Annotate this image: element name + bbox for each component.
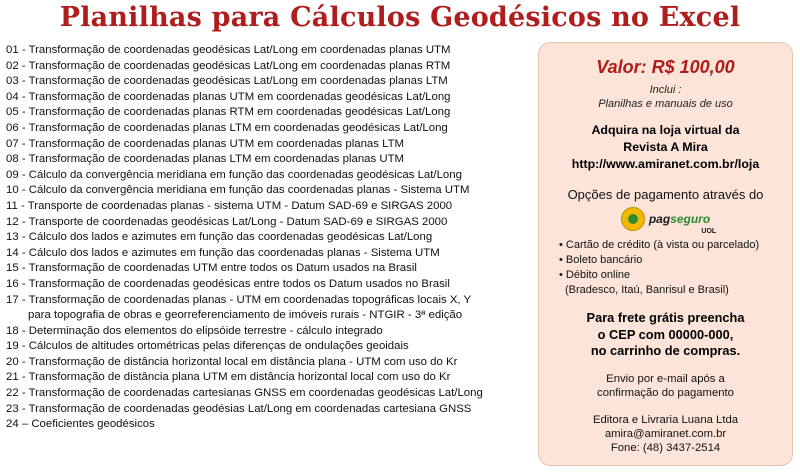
list-item: 13 - Cálculo dos lados e azimutes em função das coordenadas geodésicas Lat/Long — [6, 231, 433, 244]
payment-method: • Cartão de crédito (à vista ou parcelado) — [559, 238, 792, 253]
includes-detail: Planilhas e manuais de uso — [598, 98, 733, 110]
list-item: 04 - Transformação de coordenadas planas UTM em coordenadas geodésicas Lat/Long — [6, 90, 451, 103]
list-item-text: 17 - Transformação de coordenadas planas - UTM em coordenadas topográficas locais X, Y — [6, 293, 472, 306]
list-item: 22 - Transformação de coordenadas cartesianas GNSS em coordenadas geodésicas Lat/Long — [6, 387, 483, 400]
company-contact — [539, 413, 792, 455]
list-item: 10 - Cálculo da convergência meridiana em função das coordenadas planas - Sistema UTM — [6, 184, 470, 197]
purchase-panel — [538, 42, 793, 466]
store-url-link[interactable]: http://www.amiranet.com.br/loja — [571, 157, 760, 171]
list-item: 14 - Cálculo dos lados e azimutes em função das coordenadas planas - Sistema UTM — [6, 246, 440, 259]
payment-methods — [559, 238, 792, 298]
list-item: 07 - Transformação de coordenadas planas UTM em coordenadas planas LTM — [6, 137, 405, 150]
page-title: Planilhas para Cálculos Geodésicos no Excel — [59, 2, 741, 33]
pagseguro-icon — [621, 207, 645, 231]
company-name: Editora e Livraria Luana Ltda — [592, 413, 739, 426]
list-item: 24 – Coeficientes geodésicos — [6, 418, 155, 431]
list-item: 05 - Transformação de coordenadas planas RTM em coordenadas geodésicas Lat/Long — [6, 106, 451, 119]
envio-line: Envio por e-mail após a — [606, 372, 725, 385]
list-item: 23 - Transformação de coordenadas geodésias Lat/Long em coordenadas cartesiana GNSS — [6, 402, 472, 415]
delivery-note — [539, 372, 792, 400]
includes-text — [539, 83, 792, 111]
frete-line: o CEP com 00000-000, — [597, 326, 734, 342]
frete-line: no carrinho de compras. — [590, 343, 741, 358]
list-item: 03 - Transformação de coordenadas geodésicas Lat/Long em coordenadas planas LTM — [6, 75, 448, 88]
price-label: Valor: R$ 100,00 — [596, 57, 735, 77]
list-item: 21 - Transformação de distância plana UTM em distância horizontal local com uso do Kr — [6, 371, 451, 384]
free-shipping-note — [539, 310, 792, 360]
list-item: 18 - Determinação dos elementos do elipsóide terrestre - cálculo integrado — [6, 324, 383, 337]
list-item: 02 - Transformação de coordenadas geodésicas Lat/Long em coordenadas planas RTM — [6, 59, 451, 72]
pagseguro-logo — [621, 206, 717, 235]
email-link[interactable]: amira@amiranet.com.br — [604, 427, 727, 440]
store-line: Revista A Mira — [623, 140, 708, 154]
list-item: 01 - Transformação de coordenadas geodésicas Lat/Long em coordenadas planas UTM — [6, 44, 451, 56]
payment-method-detail: (Bradesco, Itaú, Banrisul e Brasil) — [565, 284, 729, 296]
frete-line: Para frete grátis preencha — [586, 310, 745, 325]
list-item: 15 - Transformação de coordenadas UTM entre todos os Datum usados na Brasil — [6, 262, 417, 275]
phone-number: Fone: (48) 3437-2514 — [610, 441, 721, 454]
store-info — [539, 122, 792, 173]
spreadsheet-list — [6, 43, 536, 433]
list-item — [6, 293, 536, 324]
includes-heading: Inclui : — [649, 84, 682, 96]
list-item: 09 - Cálculo da convergência meridiana em função das coordenadas geodésicas Lat/Long — [6, 168, 462, 181]
list-item: 11 - Transporte de coordenadas planas - sistema UTM - Datum SAD-69 e SIRGAS 2000 — [6, 199, 453, 212]
payment-options-heading: Opções de pagamento através do — [567, 187, 764, 202]
list-item: 16 - Transformação de coordenadas geodésicas entre todos os Datum usados no Brasil — [6, 277, 450, 290]
list-item: 06 - Transformação de coordenadas planas LTM em coordenadas geodésicas Lat/Long — [6, 121, 448, 134]
envio-line: confirmação do pagamento — [597, 386, 734, 399]
store-line: Adquira na loja virtual da — [591, 123, 740, 137]
payment-method: • Débito online — [559, 268, 792, 283]
list-item-continuation: para topografia de obras e georreferenciamento de imóveis rurais - NTGIR - 3ª edição — [28, 309, 463, 322]
list-item: 19 - Cálculos de altitudes ortométricas pelas diferenças de ondulações geoidais — [6, 340, 409, 353]
payment-method: • Boleto bancário — [559, 253, 792, 268]
list-item: 20 - Transformação de distância horizontal local em distância plana - UTM com uso do Kr — [6, 355, 458, 368]
list-item: 08 - Transformação de coordenadas planas LTM em coordenadas planas UTM — [6, 153, 405, 166]
pagseguro-wordmark: pagseguro UOL — [648, 212, 717, 235]
list-item: 12 - Transporte de coordenadas geodésicas Lat/Long - Datum SAD-69 e SIRGAS 2000 — [6, 215, 448, 228]
